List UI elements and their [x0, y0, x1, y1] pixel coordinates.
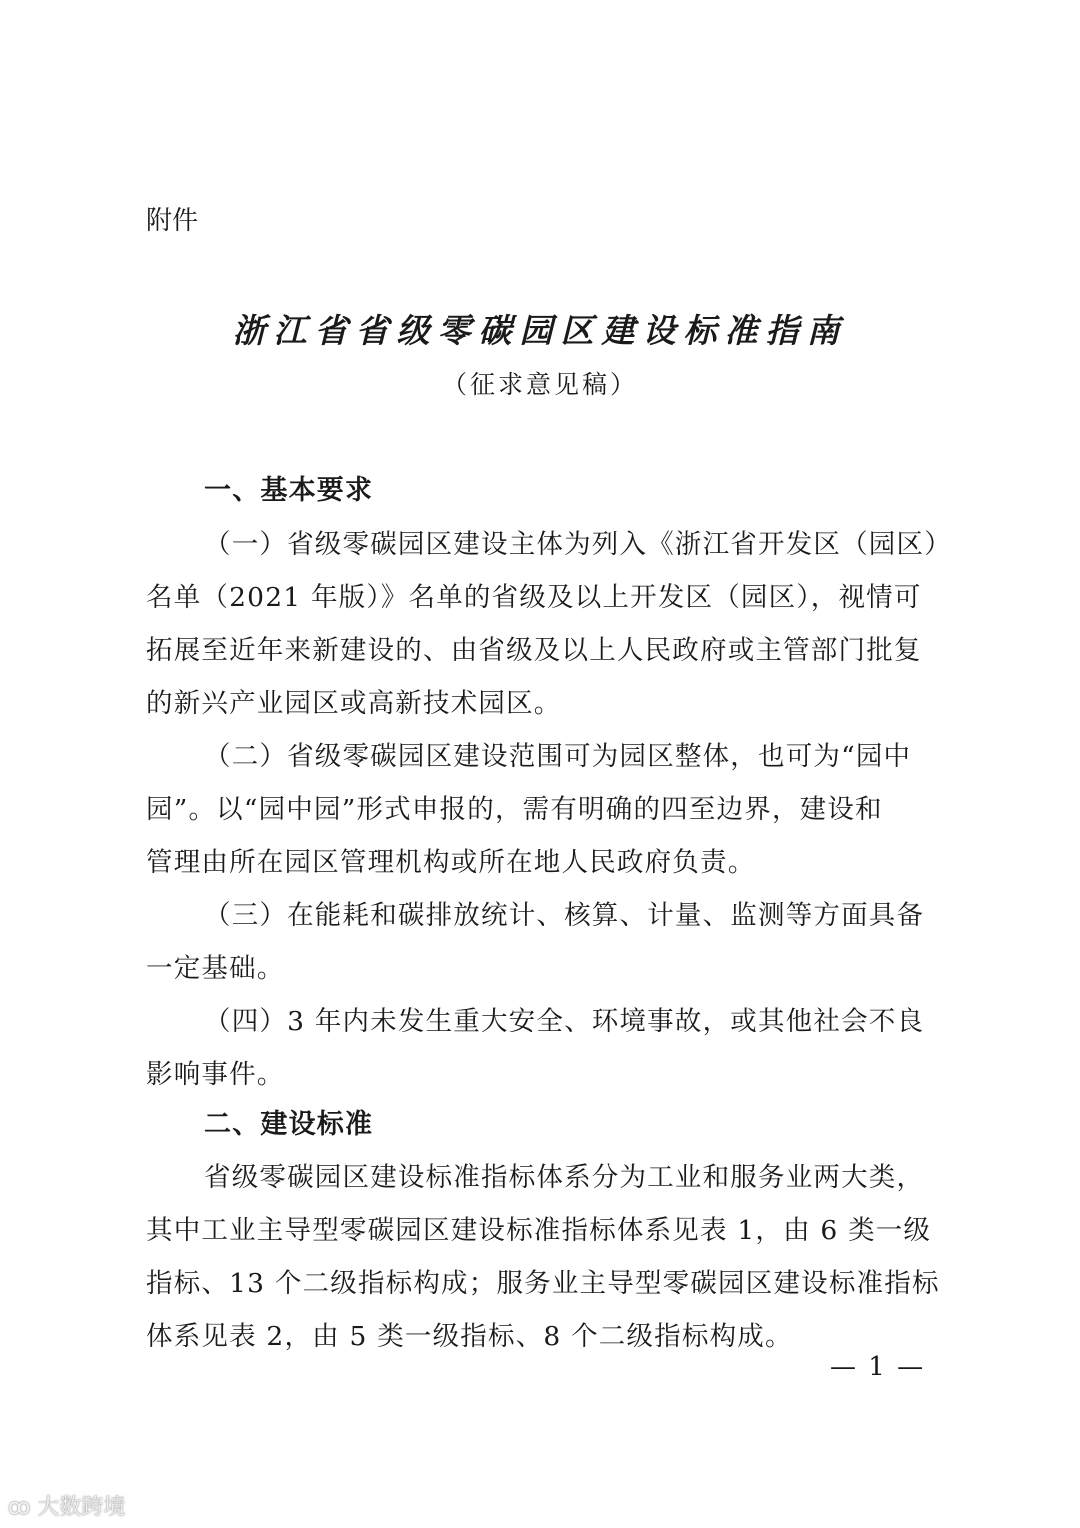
watermark-text: 大数跨境	[37, 1495, 126, 1520]
paragraph-line: 管理由所在园区管理机构或所在地人民政府负责。	[146, 847, 756, 878]
paragraph-line: 指标、13 个二级指标构成；服务业主导型零碳园区建设标准指标	[146, 1268, 940, 1299]
paragraph-line: （二）省级零碳园区建设范围可为园区整体，也可为“园中	[204, 741, 912, 772]
paragraph-line: （一）省级零碳园区建设主体为列入《浙江省开发区（园区）	[204, 529, 952, 560]
paragraph-line: 园”。以“园中园”形式申报的，需有明确的四至边界，建设和	[146, 794, 883, 825]
paragraph-line: 影响事件。	[146, 1059, 285, 1090]
watermark-logo	[8, 1490, 125, 1521]
paragraph-line: （三）在能耗和碳排放统计、核算、计量、监测等方面具备	[204, 900, 925, 931]
paragraph-line: 一定基础。	[146, 953, 285, 984]
watermark-icon: ꝏ	[8, 1495, 38, 1520]
paragraph-line: 省级零碳园区建设标准指标体系分为工业和服务业两大类，	[204, 1162, 925, 1193]
document-title: 浙江省省级零碳园区建设标准指南	[232, 311, 848, 350]
paragraph-line: 拓展至近年来新建设的、由省级及以上人民政府或主管部门批复	[146, 635, 922, 666]
paragraph-line: 的新兴产业园区或高新技术园区。	[146, 688, 562, 719]
page-number: — 1 —	[830, 1352, 926, 1382]
paragraph-line: 其中工业主导型零碳园区建设标准指标体系见表 1，由 6 类一级	[146, 1215, 932, 1246]
document-subtitle: （征求意见稿）	[441, 370, 638, 399]
section-heading: 一、基本要求	[204, 475, 374, 506]
section-heading: 二、建设标准	[204, 1109, 374, 1140]
attachment-label: 附件	[146, 206, 199, 236]
paragraph-line: 名单（2021 年版）》名单的省级及以上开发区（园区），视情可	[146, 582, 922, 613]
paragraph-line: （四）3 年内未发生重大安全、环境事故，或其他社会不良	[204, 1006, 925, 1037]
paragraph-line: 体系见表 2，由 5 类一级指标、8 个二级指标构成。	[146, 1321, 793, 1352]
